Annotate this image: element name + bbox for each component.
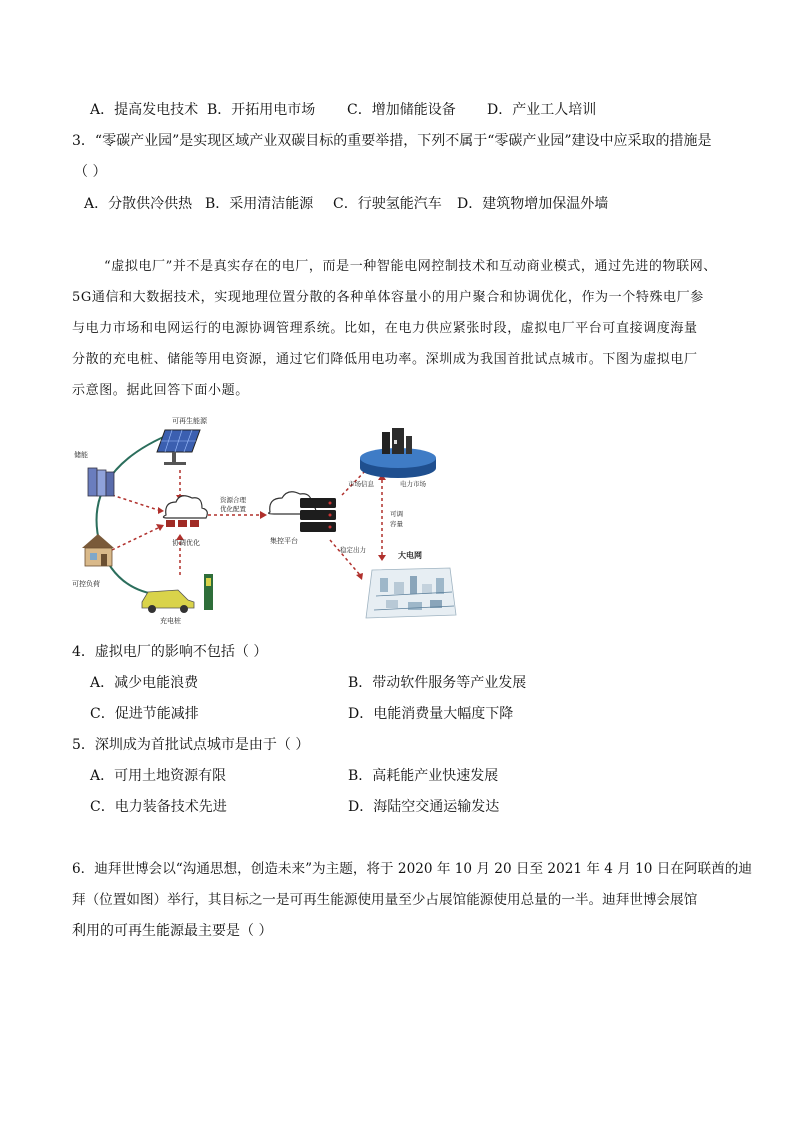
q3-option-d: D．建筑物增加保温外墙 xyxy=(457,196,609,212)
label-stable-output: 稳定出力 xyxy=(340,546,366,554)
coordination-cloud-icon xyxy=(163,496,207,527)
q2-option-b: B．开拓用电市场 xyxy=(207,102,316,118)
label-power-market: 电力市场 xyxy=(400,480,426,488)
passage-line-3: 与电力市场和电网运行的电源协调管理系统。比如，在电力供应紧张时段，虚拟电厂平台可直接调度海量 xyxy=(72,321,698,336)
q5-option-a: A．可用土地资源有限 xyxy=(90,768,227,784)
q2-option-a: A．提高发电技术 xyxy=(90,102,199,118)
q3-stem-line1: 3．“零碳产业园”是实现区域产业双碳目标的重要举措，下列不属于“零碳产业园”建设中应采取的措施是 xyxy=(72,133,712,149)
q5-option-c: C．电力装备技术先进 xyxy=(90,799,227,815)
q5-stem: 5．深圳成为首批试点城市是由于（ ） xyxy=(72,737,310,753)
label-resource-line1: 资源合理 xyxy=(220,496,246,504)
label-renewable: 可再生能源 xyxy=(172,417,207,425)
passage-line-4: 分散的充电桩、储能等用电资源，通过它们降低用电功率。深圳成为我国首批试点城市。下图为虚拟电厂 xyxy=(72,352,698,367)
passage-line-2: 5G通信和大数据技术，实现地理位置分散的各种单体容量小的用户聚合和协调优化，作为一个特殊电厂参 xyxy=(72,290,704,305)
label-charger: 充电桩 xyxy=(160,617,181,625)
label-storage: 储能 xyxy=(74,451,88,459)
arrow-storage xyxy=(112,495,158,510)
solar-panel-icon xyxy=(157,430,200,465)
q4-option-d: D．电能消费量大幅度下降 xyxy=(348,706,514,722)
q4-option-a: A．减少电能浪费 xyxy=(90,675,199,691)
label-coordination: 协调优化 xyxy=(172,539,200,547)
q4-option-c: C．促进节能减排 xyxy=(90,706,199,722)
label-adjustable-line2: 容量 xyxy=(390,520,403,528)
q3-option-b: B．采用清洁能源 xyxy=(205,196,314,212)
virtual-power-plant-diagram xyxy=(60,410,460,630)
q2-option-c: C．增加储能设备 xyxy=(347,102,456,118)
label-platform: 集控平台 xyxy=(270,537,298,545)
label-load: 可控负荷 xyxy=(72,580,100,588)
q3-option-c: C．行驶氢能汽车 xyxy=(333,196,442,212)
connection-arc xyxy=(97,432,175,595)
q6-line1: 6．迪拜世博会以“沟通思想，创造未来”为主题，将于 2020 年 10 月 20 日至 2021 年 4 月 10 日在阿联酋的迪 xyxy=(72,861,752,877)
q3-stem-line2: （ ） xyxy=(74,164,107,180)
power-market-icon xyxy=(360,428,436,478)
q6-line2: 拜（位置如图）举行，其目标之一是可再生能源使用量至少占展馆能源使用总量的一半。迪拜世博会展馆 xyxy=(72,892,698,908)
q5-option-b: B．高耗能产业快速发展 xyxy=(348,768,499,784)
q4-option-b: B．带动软件服务等产业发展 xyxy=(348,675,527,691)
passage-line-1: “虚拟电厂”并不是真实存在的电厂，而是一种智能电网控制技术和互动商业模式，通过先进的物联网、 xyxy=(104,259,717,274)
label-market-info: 市场信息 xyxy=(348,480,374,488)
passage-line-5: 示意图。据此回答下面小题。 xyxy=(72,383,249,398)
arrow-load xyxy=(112,528,158,550)
q3-option-a: A．分散供冷供热 xyxy=(84,196,193,212)
power-grid-icon xyxy=(366,568,456,618)
charger-car-icon xyxy=(142,574,213,613)
label-resource-line2: 优化配置 xyxy=(220,505,246,513)
q5-option-d: D．海陆空交通运输发达 xyxy=(348,799,500,815)
q6-line3: 利用的可再生能源最主要是（ ） xyxy=(72,923,273,939)
label-grid: 大电网 xyxy=(398,551,422,560)
q2-option-d: D．产业工人培训 xyxy=(487,102,597,118)
label-adjustable-line1: 可调 xyxy=(390,510,403,518)
house-icon xyxy=(82,534,114,566)
q4-stem: 4．虚拟电厂的影响不包括（ ） xyxy=(72,644,268,660)
control-platform-icon xyxy=(269,492,336,532)
storage-battery-icon xyxy=(88,468,114,496)
